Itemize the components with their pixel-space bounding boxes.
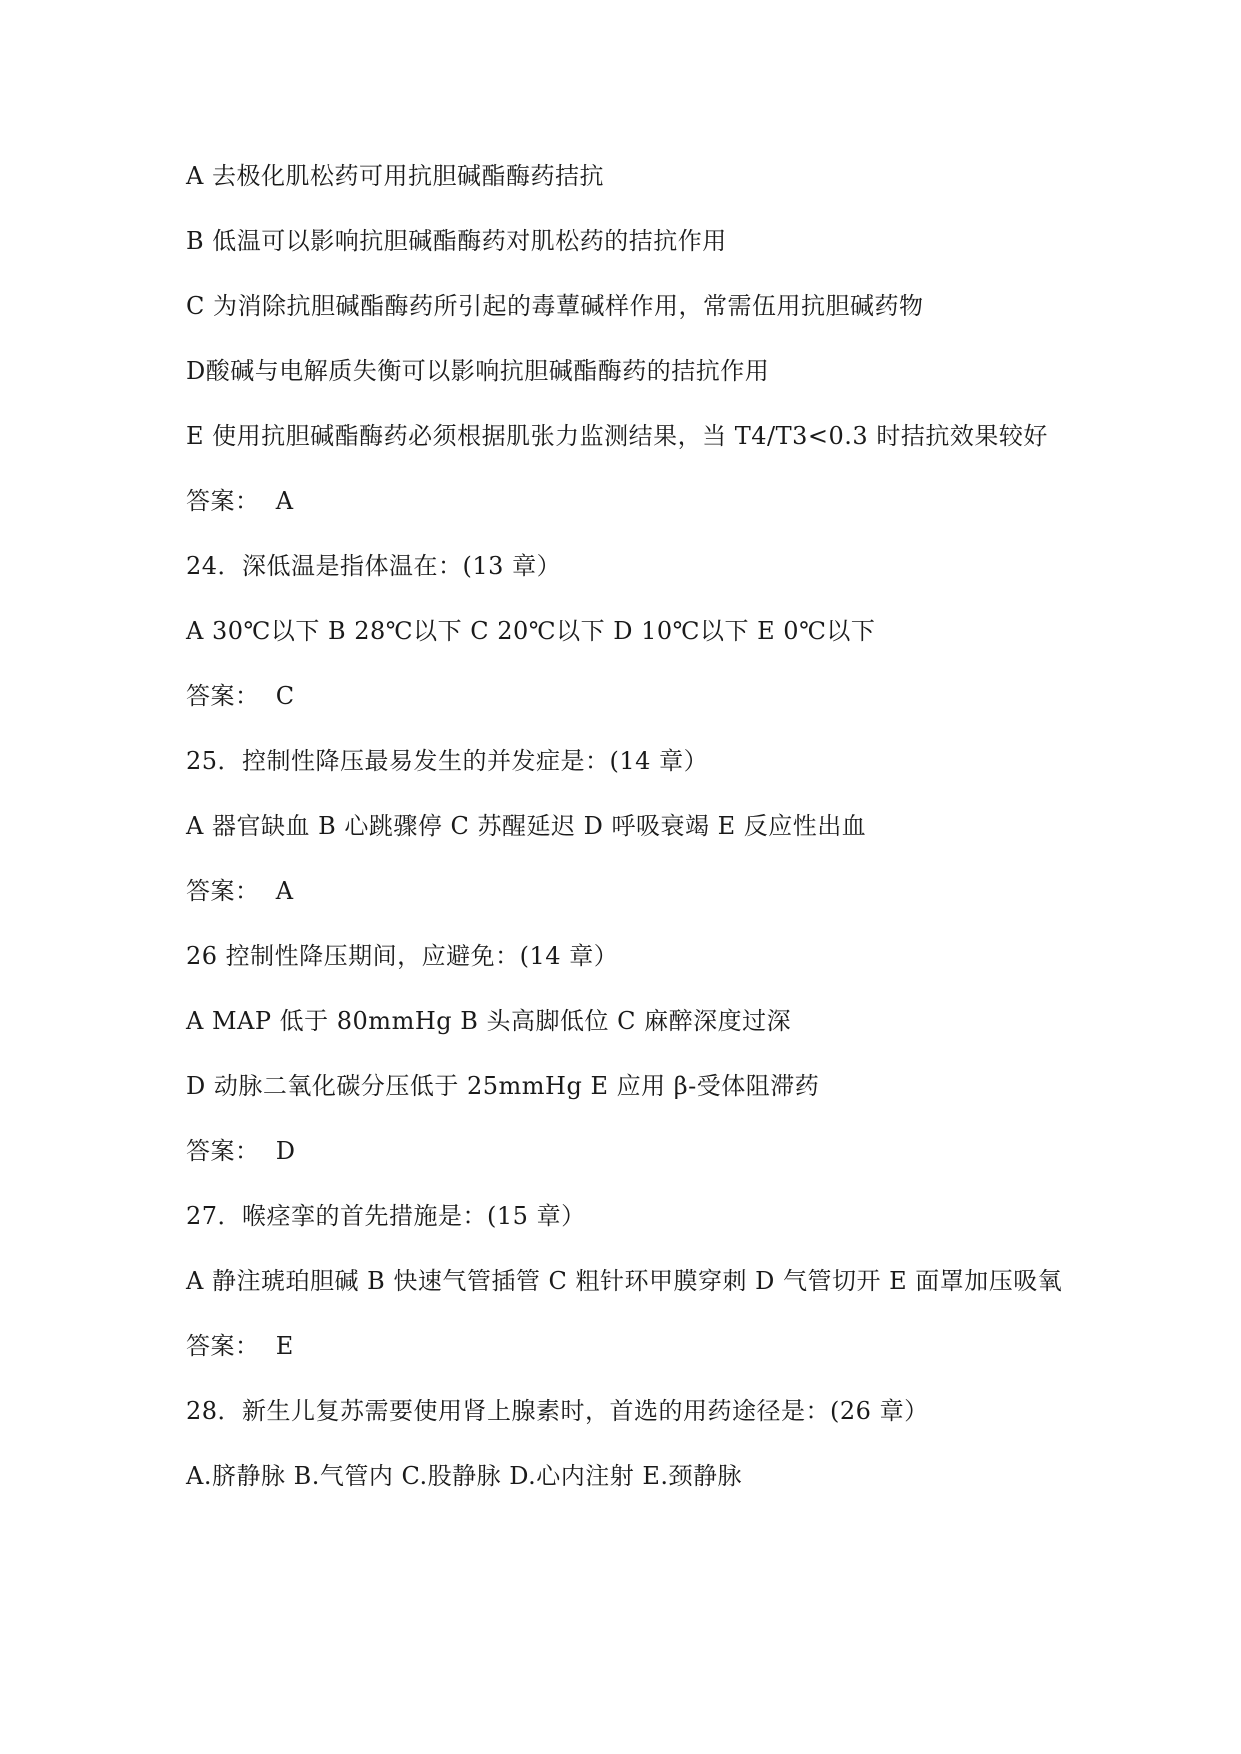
question-27: 27．喉痉挛的首先措施是：(15 章）: [186, 1202, 586, 1230]
option-e-line: E 使用抗胆碱酯酶药必须根据肌张力监测结果，当 T4/T3<0.3 时拮抗效果较好: [186, 422, 1048, 450]
question-26: 26 控制性降压期间，应避免：(14 章）: [186, 942, 619, 970]
option-d-line: D酸碱与电解质失衡可以影响抗胆碱酯酶药的拮抗作用: [186, 357, 770, 385]
question-24: 24．深低温是指体温在：(13 章）: [186, 552, 562, 580]
answer-25: 答案： A: [186, 877, 294, 905]
question-24-options: A 30℃以下 B 28℃以下 C 20℃以下 D 10℃以下 E 0℃以下: [186, 617, 876, 645]
answer-24: 答案： C: [186, 682, 295, 710]
question-26-options-1: A MAP 低于 80mmHg B 头高脚低位 C 麻醉深度过深: [186, 1007, 792, 1035]
option-c-line: C 为消除抗胆碱酯酶药所引起的毒蕈碱样作用，常需伍用抗胆碱药物: [186, 292, 924, 320]
question-25: 25．控制性降压最易发生的并发症是：(14 章）: [186, 747, 709, 775]
question-27-options: A 静注琥珀胆碱 B 快速气管插管 C 粗针环甲膜穿刺 D 气管切开 E 面罩加压吸氧: [186, 1267, 1063, 1295]
question-25-options: A 器官缺血 B 心跳骤停 C 苏醒延迟 D 呼吸衰竭 E 反应性出血: [186, 812, 867, 840]
option-b-line: B 低温可以影响抗胆碱酯酶药对肌松药的拮抗作用: [186, 227, 727, 255]
question-28-options: A.脐静脉 B.气管内 C.股静脉 D.心内注射 E.颈静脉: [186, 1462, 743, 1490]
document-page: [186, 160, 1086, 1525]
answer-27: 答案： E: [186, 1332, 294, 1360]
option-a-line: A 去极化肌松药可用抗胆碱酯酶药拮抗: [186, 162, 604, 190]
answer-26: 答案： D: [186, 1137, 296, 1165]
question-28: 28．新生儿复苏需要使用肾上腺素时，首选的用药途径是：(26 章）: [186, 1397, 929, 1425]
question-26-options-2: D 动脉二氧化碳分压低于 25mmHg E 应用 β-受体阻滞药: [186, 1072, 820, 1100]
answer-line: 答案： A: [186, 487, 294, 515]
